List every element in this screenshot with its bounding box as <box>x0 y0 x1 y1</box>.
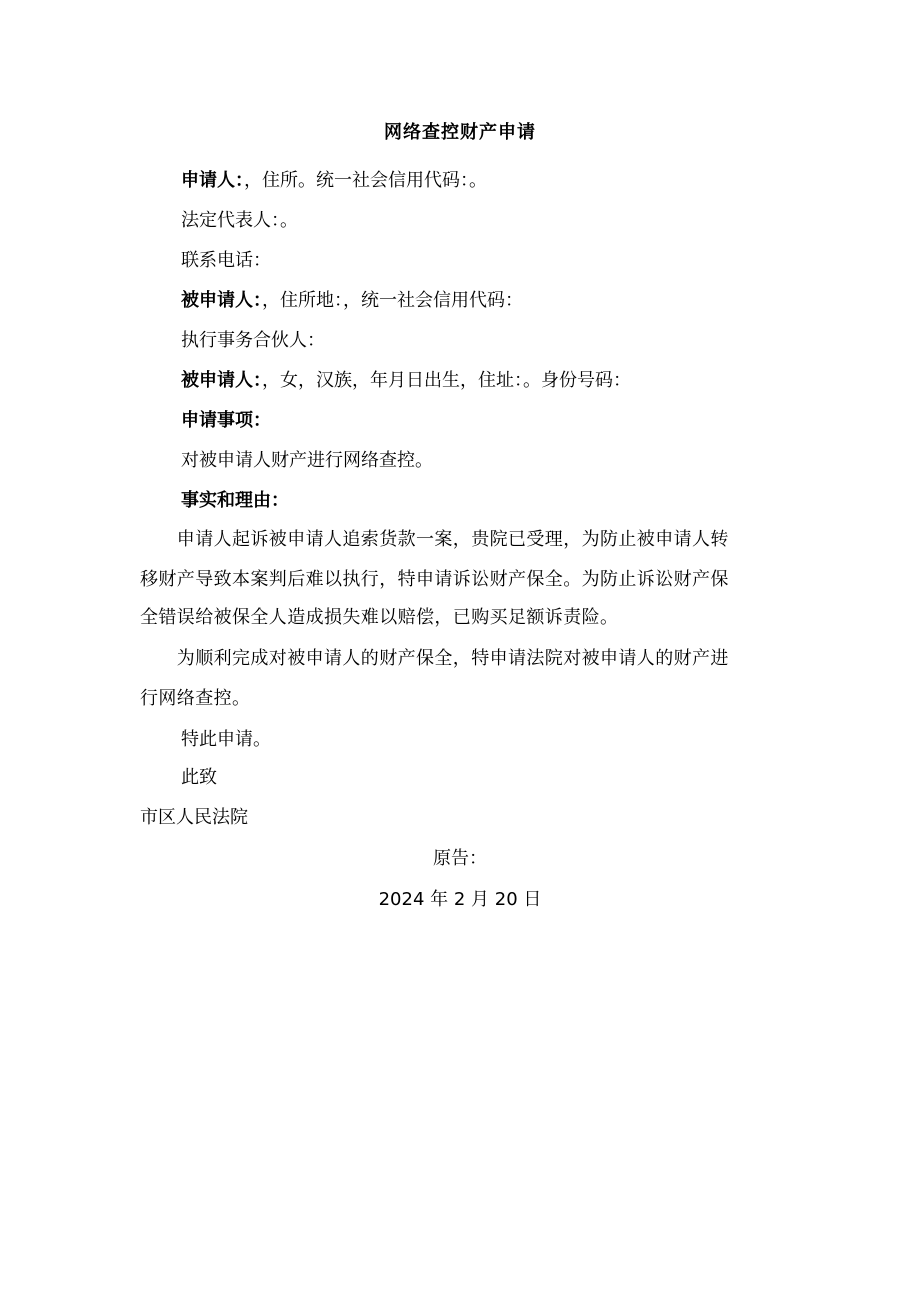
facts-paragraph-2-line-1: 为顺利完成对被申请人的财产保全，特申请法院对被申请人的财产进 <box>140 648 729 669</box>
salutation-line: 此致 <box>181 767 217 788</box>
document-title: 网络查控财产申请 <box>384 122 536 143</box>
executive-partner-line: 执行事务合伙人： <box>181 330 325 351</box>
matters-text: 对被申请人财产进行网络查控。 <box>181 450 433 471</box>
facts-paragraph-2-line-2: 行网络查控。 <box>140 688 251 709</box>
respondent-1-line <box>181 288 523 314</box>
respondent-1-details: ，住所地：，统一社会信用代码： <box>262 290 523 311</box>
legal-representative-line: 法定代表人：。 <box>181 210 298 231</box>
respondent-1-label: 被申请人： <box>181 290 262 311</box>
respondent-2-label: 被申请人： <box>181 370 262 391</box>
court-name: 市区人民法院 <box>140 807 248 828</box>
closing-line: 特此申请。 <box>181 729 271 750</box>
facts-heading: 事实和理由： <box>181 490 289 511</box>
plaintiff-signature-line: 原告： <box>433 848 487 869</box>
facts-paragraph-1-line-1: 申请人起诉被申请人追索货款一案，贵院已受理，为防止被申请人转 <box>140 529 729 550</box>
document-date: 2024 年 2 月 20 日 <box>378 889 542 910</box>
applicant-line <box>181 168 487 194</box>
facts-paragraph-1-line-3: 全错误给被保全人造成损失难以赔偿，已购买足额诉责险。 <box>140 607 619 628</box>
phone-line: 联系电话： <box>181 250 271 271</box>
applicant-label: 申请人： <box>181 170 244 191</box>
matters-heading: 申请事项： <box>181 410 271 431</box>
applicant-details: ，住所。统一社会信用代码：。 <box>244 170 487 191</box>
respondent-2-line <box>181 368 631 394</box>
facts-paragraph-1-line-2: 移财产导致本案判后难以执行，特申请诉讼财产保全。为防止诉讼财产保 <box>140 569 729 590</box>
respondent-2-details: ，女，汉族，年月日出生，住址：。身份号码： <box>262 370 631 391</box>
